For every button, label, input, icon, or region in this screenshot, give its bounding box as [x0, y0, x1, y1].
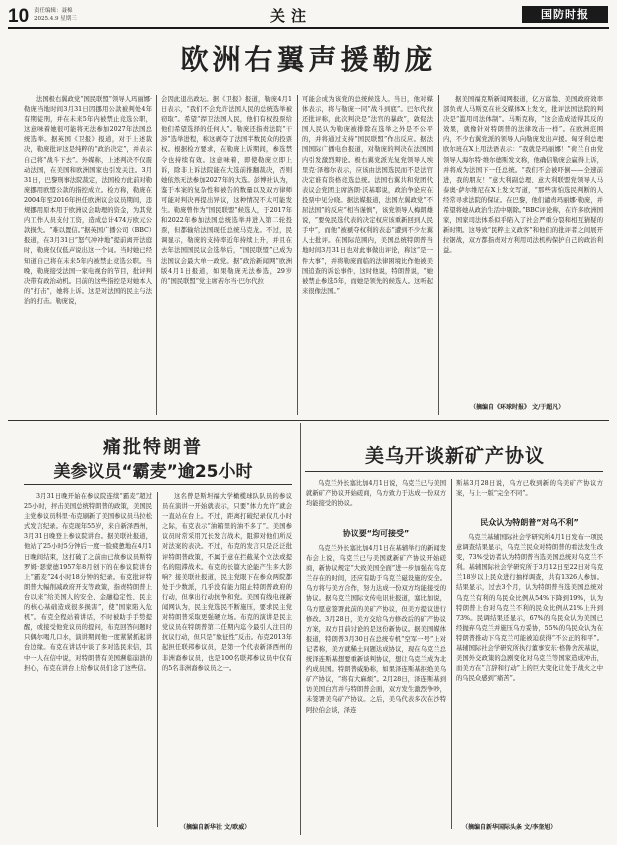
title-rule: [24, 484, 292, 485]
article3-col2-body: 乌克兰基辅国际社会学研究所4月1日发布一项民意调查结果显示，乌克兰民众对特朗普的看法发生改变，73%受访者认为特朗普当选美国总统对乌克兰不利。基辅国际社会学研究所于3月12日至22日对乌克兰18岁以上民众进行抽样调查，共有1326人参加。结果显示，过去3个月，认为特朗普当选美国总统对乌克兰有利的乌民众比例从54%下降到19%，认为特朗普上台对乌克兰不利的民众比例从21%上升到73%。民调结果还显示，67%的乌民众认为美国已经抛弃乌克兰并施压乌方妥协，55%的乌民众认为在特朗普推动下乌克兰可能被迫获得“不公正的和平”。基辅国际社会学研究所执行董事安东·格鲁舍茨基说，美国外交政策的急剧变化对乌克兰等国家造成冲击，而美方在“言辞和行动”上的巨大变化让处于战火之中的乌民众感到“痛苦”。: [456, 534, 603, 683]
article2-credit: （摘编自新华社 文/欧威）: [180, 824, 251, 831]
article1-title: 欧洲右翼声援勒庞: [180, 43, 437, 76]
title-rule: [305, 471, 603, 472]
article3-col1-intro: 乌克兰外长塞比加4月1日说，乌克兰已与美国就新矿产协议开始磋商，乌方致力于达成一份双方均能接受的协议。: [306, 480, 446, 508]
col-divider: [451, 479, 452, 829]
article1-credit: （摘编自《环球时报》 文/于超凡）: [470, 404, 565, 411]
article1-col3: 可能会成为该党的总统候选人。当日，他对媒体表示，将与勒庞一同“战斗到底”。巴尔代拉还批评称，此次判决是“法官的暴政”，敦促法国人民认为勒庞被排除在选举之外是不公平的，并将通过支持“国民联盟”作出反应。据法国国际广播电台报道，对勒庞的判决在法国国内引发激烈辩论。极右翼党派光复党领导人埃里克·泽穆尔表示，应该由法国选民而不是法官决定谁有资格竞选总统。法国右翼共和党团代表议会党团主席洛朗·沃基耶说，政治争论应在投票中见分晓。据法媒报道，法国左翼政党“不屈法国”的反应“相当谨慎”，该党领导人梅朗雄说，“要免民选代表的决定权应该重新回到人民手中”，而他“被褫夺权利的表态”遭到不少左翼人士批评。在国际范围内，美国总统特朗普当地时间3月31日也对此事做出评论，称这“是一件大事”，并将勒庞面临的法律困境比作他被美国追查的诉讼事件，这时他说，特朗普说，“她被禁止参选5年，而她是领先的候选人。这听起来很像法国。”: [302, 96, 433, 295]
header-rule: [8, 27, 609, 29]
header-meta: [34, 7, 77, 23]
article3-col1-body: 乌克兰外长塞比加4月1日在基辅举行的新闻发布会上说，乌克兰已与美国就新矿产协议开始磋商，新协议规定“大致美国全面”进一步加强在乌克兰存在的时间，还应有助于乌克兰磁设施的安全。乌方将与美方合作，努力达成一份双方均能接受的协议。据乌克兰国际文传电讯社报道，塞比加说，乌方愿意签署此前的美矿产协议，但美方提议进行修改。3月28日，美方交给乌方修改后的矿产协议方案，双方目前讨论的是这份新协议。据美国媒体报道，特朗普3月30日在总统专机“空军一号”上对记者称，美方就稀土问题达成协议，现在乌克兰总统泽连斯基想要重新谈判协议，想让乌克兰成为北约成员国。特朗普威胁称，如果泽连斯基拒绝美乌矿产协议，“将有大麻烦”。2月28日，泽连斯基到访美国白宫并与特朗普会面，双方发生激烈争吵，未签署美乌矿产协议。之后，美乌代表多次在沙特阿拉伯会谈，泽连: [306, 545, 446, 714]
date-line: 2025.4.9 星期三: [34, 16, 77, 22]
article3-col2-intro: 斯基3月28日说，乌方已收到新的乌美矿产协议方案，与上一版“完全不同”。: [456, 480, 603, 498]
article2-col2: 这名曾是斯坦福大学橄榄球队队员的参议员在演讲一开始就表示，只要“体力允许”就会一直站在台上。不过，距离打破纪录仅几小时之际，布克表示“油箱里的油不多了”。美国参议员时常采用冗长发言战术，阻滞对他们所反对法案的表决。不过，布克的发言只是泛泛批评特朗普政策，不属于意在拦截某个立法或提名的阻滞战术。布克的长篇大论能产生多大影响？接美联社报道，民主党眼下在参众两院都处于少数派，几乎没有能力阻止特朗普政府的行动，但拿出行动抗争和党。美国有线电视新闻网认为，民主党选民不断施压，要求民主党对特朗普采取更强硬立场。布克的演讲是民主党议员在特朗普第二任期内迄今最引人注目的抗议行动，但只是“象征性”反击。布克2013年起担任联邦参议员，是第一个代表新泽西州的非洲裔参议员，也是100名联邦参议员中仅有的5名非洲裔参议员之一。: [162, 493, 292, 672]
article3-col2-subhead: 民众认为特朗普“对乌不利”: [480, 518, 579, 527]
section-rule: [8, 420, 609, 421]
article3-col1-subhead: 协议要“均可接受”: [342, 529, 410, 538]
section-title: 关注: [270, 7, 313, 25]
col-divider: [156, 95, 157, 415]
col-divider: [297, 95, 298, 415]
page-number: 10: [8, 6, 30, 27]
article3-title: 美乌开谈新矿产协议: [364, 445, 545, 467]
article2-title-line2: 美参议员“霸麦”逾25小时: [53, 462, 253, 482]
editor-line: 责任编辑：聂棉: [34, 8, 73, 14]
article3-credit: （摘编自新华国际头条 文/李奎旭）: [462, 824, 557, 831]
article1-col2: 会因此退出政坛。据《卫报》报道，勒庞4月1日表示，“我们不会允许法国人民的总统选举被窃取”。希望“捍卫法国人民，他们有权投票给他们希望选择的任何人”。勒庞还指责法院“干涉”选举进程，称这剥夺了法国半数民众的投票权。根据检方要求，在勒庞上诉期间，参选禁令也持续有效。这意味着，即使勒庞立即上诉，除非上诉法院能在大选前推翻裁决，否则她依然无法参加2027年的大选。彭博社认为，鉴于本案的复杂性和被告的数量以及双方律师可能对判决再提出异议，这种情况不太可能发生。勒庞曾作为“国民联盟”候选人，于2017年和2022年参加法国总统选举并进入第二轮投票，但都输给法国现任总统马克龙。不过，民调显示，勒庞的支持率近年持续上升，并且在去年法国国民议会选举后，“国民联盟”已成为法国议会最大单一政党。据“政治新闻网”欧洲版4月1日报道，如果勒庞无法参选，29岁的“国民联盟”党主席若尔当·巴尔代拉: [161, 96, 292, 285]
col-divider: [157, 492, 158, 827]
article1-col4: 据美国福克斯新闻网报道，亿万富翁、美国政府效率部负责人马斯克在社交媒体X上发文，批评法国法院的判决是“滥用司法体制”。马斯克称，“这会造成适得其反的效果，就像针对特朗普的法律攻击一样”。在欧洲范围内，不少右翼党派的领导人向勒庞发出声援。匈牙利总理欧尔班在X上用法语表示：“我就是玛丽娜！”荷兰自由党领导人海尔特·维尔德斯发文称，他确信勒庞会赢得上诉，并将成为法国下一任总统。“我们不会被吓倒——全速前进，我的朋友！”意大利副总理、意大利联盟党领导人马泰奥·萨尔维尼在X上发文写道，“那些害怕选民判断的人经常寻求法院的保证。在巴黎，他们谴责玛丽娜·勒庞，并希望将她从政治生活中剔除。”BBC评论称，在许多欧洲国家，国家司法体系似乎陷入了社会严重分裂和相互猜疑的新时期。这导致“民粹主义政客”和他们的批评者之间展开拉锯战，双方都指责对方利用司法机构保护自己的政治利益。: [443, 96, 603, 255]
article1-col1: 法国极右翼政党“国民联盟”领导人玛丽娜·勒庞当地时间3月31日因挪用公款被判处4年有期徒刑，并在未来5年内被禁止竞选公职，这意味着她很可能将无法参加2027年法国总统选举。据英国《卫报》报道，对于上述裁决，勒庞批评这是纯粹的“政治决定”，并表示自己将“战斗下去”。外媒称，上述判决不仅震动法国，在美国和欧洲国家也引发关注。3月31日，巴黎刑事法院裁定，法国检方此前对勒庞挪用欧盟公款的指控成立。检方称，勒庞在2004年至2016年担任欧洲议会议员期间，违规挪用原本用于欧洲议会助理的资金，为其党内工作人员支付工资，造成总计474万欧元公款损失。“难以置信。”据英国广播公司（BBC）报道，在3月31日“怒气冲冲地”提前离开法庭时，勒庞仅仅低声说出这一个词。当时她已经知道自己将在未来5年内被禁止竞选公职。当晚，勒庞接受法国一家电视台的节目，批评判决带有政治动机。目前的这些指控是对她本人的“打击”，她将上诉。这是对法国的民主与法治的打击。勒庞说，: [24, 96, 152, 305]
newspaper-logo: 国防时报: [522, 6, 608, 23]
article2-col1: 3月31日晚开始在参议院连续“霸麦”超过25小时，抨击美国总统特朗普的政策，美国民主党参议员科里·布克刷新了美国参议员马拉松式发言纪录。布克现年55岁，来自新泽西州，3月31日晚登上参议院讲台。据美联社报道，他站了25小时5分钟后一度一脸疲惫地在4月1日晚间结束，这打破了之前由已故参议员斯特罗姆·瑟蒙德1957年8月创下的在参议院讲台上“霸麦”24小时18分钟的纪录。布克批评特朗普大幅削减政府开支等政策，指责特朗普上台以来“给美国人的安全、金融稳定性、民主的核心基础造成很多损害”，使“国家陷入危机”。布克全程站着讲话，不时被助手手势提醒，或接受他党议员的提问，布克回答问题时只偶尔喝几口水，演讲期间他一度紧紧抓起讲台边缘。布克在讲话中谈了多对选民来信，其中一人在信中说，对特朗普有美国濒临崩溃的担心，布克在讲台上给参议员们念了这些信。: [24, 493, 152, 672]
article-divider: [300, 423, 301, 835]
article2-title-line1: 痛批特朗普: [103, 437, 203, 458]
col-divider: [438, 95, 439, 415]
